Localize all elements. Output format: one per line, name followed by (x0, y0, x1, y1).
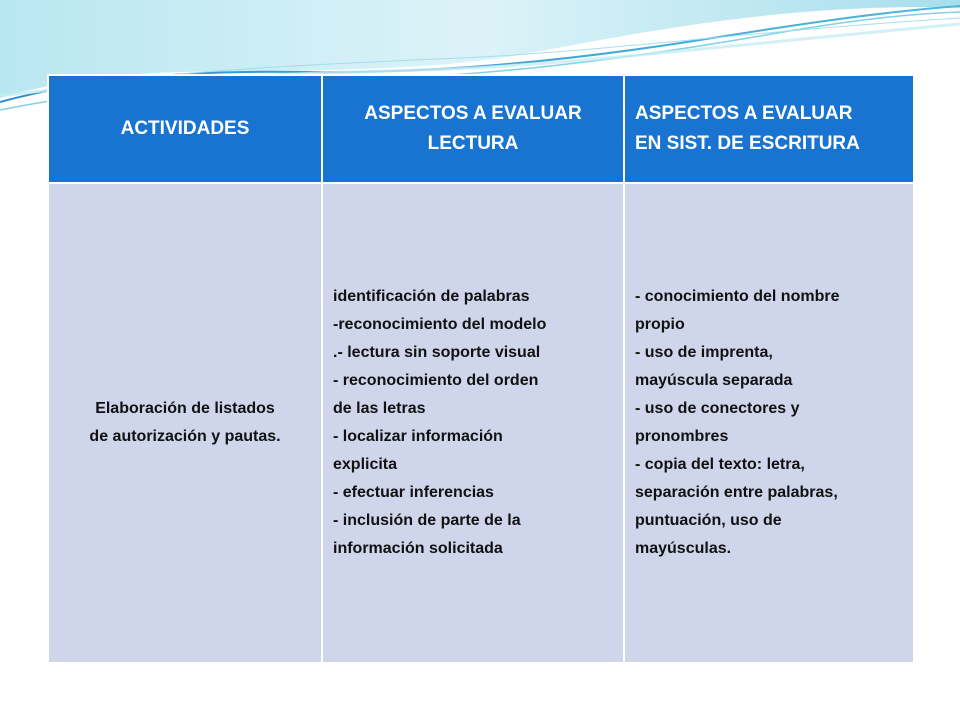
header-text: ASPECTOS A EVALUAR (364, 103, 582, 124)
cell-line: explicita (333, 456, 398, 473)
cell-line: de autorización y pautas. (89, 428, 281, 445)
cell-line: - uso de imprenta, (635, 344, 773, 361)
header-actividades (48, 75, 322, 183)
table-row (48, 183, 914, 663)
cell-line: propio (635, 316, 685, 333)
cell-line: - localizar información (333, 428, 503, 445)
cell-line: mayúsculas. (635, 540, 732, 557)
cell-line: - copia del texto: letra, (635, 456, 805, 473)
header-text: LECTURA (427, 133, 519, 154)
cell-line: - efectuar inferencias (333, 484, 494, 501)
cell-actividades (48, 183, 322, 663)
table-header-row (48, 75, 914, 183)
cell-line: mayúscula separada (635, 372, 793, 389)
header-aspectos-lectura (322, 75, 624, 183)
header-text: EN SIST. DE ESCRITURA (635, 133, 860, 154)
cell-line: Elaboración de listados (95, 400, 275, 417)
cell-line: pronombres (635, 428, 729, 445)
cell-line: .- lectura sin soporte visual (333, 344, 541, 361)
cell-lectura (322, 183, 624, 663)
cell-line: puntuación, uso de (635, 512, 782, 529)
header-aspectos-escritura (624, 75, 914, 183)
cell-escritura (624, 183, 914, 663)
cell-line: separación entre palabras, (635, 484, 838, 501)
cell-line: información solicitada (333, 540, 503, 557)
header-text: ASPECTOS A EVALUAR (635, 103, 853, 124)
cell-line: -reconocimiento del modelo (333, 316, 547, 333)
cell-line: - reconocimiento del orden (333, 372, 539, 389)
cell-line: identificación de palabras (333, 288, 530, 305)
cell-line: de las letras (333, 400, 426, 417)
cell-line: - conocimiento del nombre (635, 288, 840, 305)
cell-line: - uso de conectores y (635, 400, 800, 417)
header-text: ACTIVIDADES (120, 118, 250, 139)
evaluation-table (47, 74, 915, 664)
cell-line: - inclusión de parte de la (333, 512, 521, 529)
